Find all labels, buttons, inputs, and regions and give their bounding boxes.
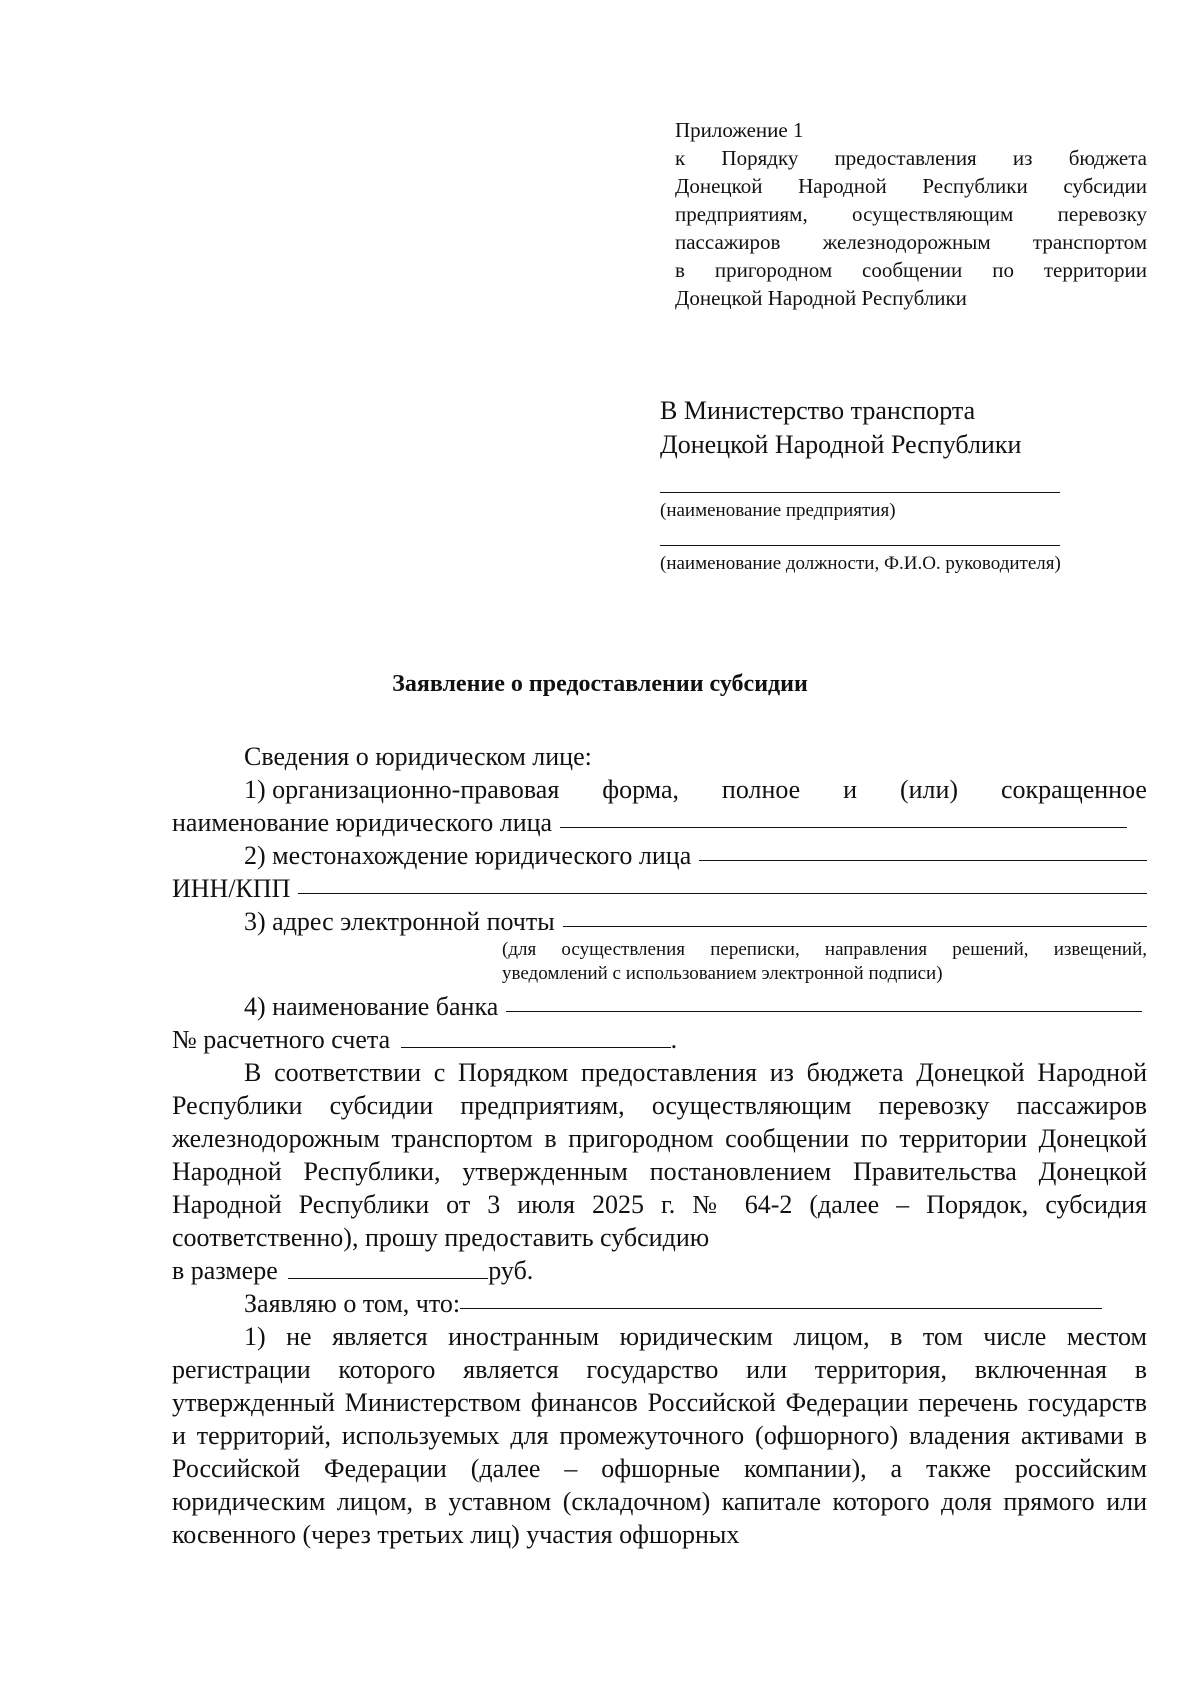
document-title: Заявление о предоставлении субсидии (392, 671, 808, 697)
item1-line2 (172, 806, 1147, 839)
account-line (172, 1023, 1147, 1056)
declare-label: Заявляю о том, что: (244, 1289, 461, 1318)
appendix-line: предприятиям, осуществляющим перевозку (675, 202, 1147, 226)
item1-word: форма, (602, 775, 679, 804)
item1-line1 (172, 773, 1147, 806)
account-label: № расчетного счета (172, 1025, 391, 1054)
inn-blank[interactable] (298, 893, 1147, 894)
head-blank[interactable] (660, 545, 1060, 546)
amount-blank[interactable] (288, 1256, 488, 1279)
appendix-line: Донецкой Народной Республики субсидии (675, 174, 1147, 198)
head-caption: (наименование должности, Ф.И.О. руководителя) (660, 553, 1061, 574)
item1-word: и (843, 775, 858, 804)
item1-word: полное (721, 775, 801, 804)
location-blank[interactable] (699, 860, 1147, 861)
inn-label: ИНН/КПП (172, 874, 291, 903)
declaration-item-1: 1) не является иностранным юридическим лицом, в том числе местом регистрации которого является государство или территория, включенная в утвержденный Министерством финансов Российской Федерации перечень государств и территорий, используемых для промежуточного (офшорного) владения активами в Российской Федерации (далее – офшорные компании), а также российским юридическим лицом, в уставном (складочном) капитале которого доля прямого или косвенного (через третьих лиц) участия офшорных (172, 1322, 1147, 1549)
item1-word: сокращенное (1001, 775, 1147, 804)
intro-line: Сведения о юридическом лице: (244, 742, 592, 771)
declare-line (172, 1287, 1147, 1320)
appendix-line: Донецкой Народной Республики (675, 286, 967, 310)
amount-line (172, 1254, 1147, 1287)
email-blank[interactable] (563, 926, 1147, 927)
appendix-line: к Порядку предоставления из бюджета (675, 146, 1147, 170)
company-blank[interactable] (660, 492, 1060, 493)
item4-label: 4) наименование банка (244, 992, 499, 1021)
declarant-blank[interactable] (460, 1308, 1102, 1309)
email-note: (для осуществления переписки, направления решений, извещений, уведомлений с использованием электронной подписи) (502, 939, 1147, 984)
amount-currency: руб. (488, 1256, 534, 1285)
item2-label: 2) местонахождение юридического лица (244, 841, 692, 870)
appendix-block (675, 116, 1147, 312)
bank-blank[interactable] (506, 1011, 1142, 1012)
company-caption: (наименование предприятия) (660, 500, 896, 521)
addressee-line: В Министерство транспорта (660, 396, 976, 425)
item3-label: 3) адрес электронной почты (244, 907, 555, 936)
request-paragraph: В соответствии с Порядком предоставления из бюджета Донецкой Народной Республики субсидии предприятиям, осуществляющим перевозку пассажиров железнодорожным транспортом в пригородном сообщении по территории Донецкой Народной Республики, утвержденным постановлением Правительства Донецкой Народной Республики от 3 июля 2025 г. № 64-2 (далее – Порядок, субсидия соответственно), прошу предоставить субсидию (172, 1058, 1147, 1252)
account-period: . (670, 1025, 678, 1054)
item1-word: 1) организационно-правовая (244, 775, 560, 804)
item2-line (172, 839, 1147, 872)
legal-name-blank[interactable] (560, 827, 1127, 828)
appendix-title: Приложение 1 (675, 118, 804, 142)
item1-label: наименование юридического лица (172, 808, 553, 837)
appendix-line: пассажиров железнодорожным транспортом (675, 230, 1147, 254)
item4-line (172, 990, 1147, 1023)
item1-word: (или) (899, 775, 959, 804)
item3-line (172, 905, 1147, 938)
appendix-line: в пригородном сообщении по территории (675, 258, 1147, 282)
amount-label: в размере (172, 1256, 278, 1285)
addressee-block (660, 394, 1180, 576)
inn-line (172, 872, 1147, 905)
addressee-line: Донецкой Народной Республики (660, 430, 1022, 459)
document-body (172, 740, 1147, 1551)
account-blank[interactable] (401, 1025, 671, 1048)
